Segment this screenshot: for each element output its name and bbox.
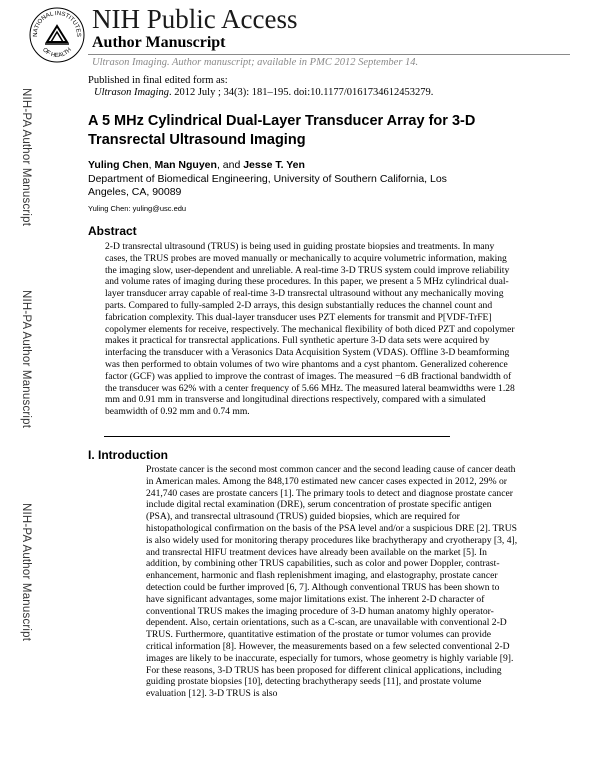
header-subtitle: Author Manuscript [92,34,226,51]
introduction-heading: I. Introduction [88,448,168,462]
affiliation: Department of Biomedical Engineering, University of Southern California, Los Angeles, CA, 90089 [88,173,447,198]
header-title: NIH Public Access [92,4,298,34]
nih-logo [28,6,86,64]
author-sep: , and [216,159,244,171]
svg-text:OF HEALTH [41,47,73,59]
author-2: Man Nguyen [154,159,217,171]
citation-details: . 2012 July ; 34(3): 181–195. doi:10.1177/0161734612453279. [168,87,434,98]
abstract-heading: Abstract [88,224,137,238]
author-sep: , [148,159,155,171]
introduction-text: Prostate cancer is the second most common cancer and the second leading cause of cancer death in American males. Among the 848,170 estimated new cancer cases expected in 2012, 29% or 241,740 cases are prostate cancers [1]. The primary tools to detect and diagnose prostate cancer include digital rectal examination (DRE), serum concentration of prostate specific antigen (PSA), and transrectal ultrasound (TRUS) guided biopsies, which are required for histopathological confirmation on the basis of the PSA level and/or a suspicious DRE [2]. TRUS is also widely used for monitoring therapy procedures like brachytherapy and cryotherapy [3, 4], and transrectal HIFU treatment devices have already been available on the market [5]. In addition, by combining other TRUS capabilities, such as color and power Doppler, contrast-enhancement, harmonic and flash replenishment imaging, and elastography, prostate cancer detection could be further improved [6, 7]. Although conventional TRUS has been shown to have significant advantages, some major limitations exist. The inherent 2-D character of conventional TRUS makes the imaging procedure of 3-D human anatomy highly operator-dependent. Also, certain orientations, such as a C-scan, are unavailable with conventional 2-D TRUS. Furthermore, quantitative estimation of the prostate or tumor volumes can provide critical information [8]. However, the measurements based on a few selected conventional 2-D images are likely to be inaccurate, especially for tumors, whose geometry is highly variable [9]. For these reasons, 3-D TRUS has been proposed for different clinical applications, including guiding prostate biopsies [10], detecting brachytherapy seeds [11], and prostate volume evaluation [12]. 3-D TRUS is also [146,464,518,700]
side-label-2: NIH-PA Author Manuscript [20,290,32,429]
availability-note: Ultrason Imaging. Author manuscript; available in PMC 2012 September 14. [92,57,419,68]
journal-name: Ultrason Imaging [94,87,169,98]
logo-text-bottom: OF HEALTH [41,47,73,60]
author-list [88,159,305,171]
section-divider [104,436,450,437]
side-label-1: NIH-PA Author Manuscript [20,88,32,227]
citation [94,87,433,98]
paper-title: A 5 MHz Cylindrical Dual-Layer Transducer Array for 3-D Transrectal Ultrasound Imaging [88,113,476,148]
side-label-3: NIH-PA Author Manuscript [20,503,32,642]
author-3: Jesse T. Yen [243,159,305,171]
corresponding-email: Yuling Chen: yuling@usc.edu [88,204,187,213]
published-note: Published in final edited form as: [88,75,228,86]
author-1: Yuling Chen [88,159,149,171]
header-divider [88,54,570,55]
abstract-text: 2-D transrectal ultrasound (TRUS) is being used in guiding prostate biopsies and treatments. In many cases, the TRUS probes are moved manually or mechanically to acquire volumetric information, making the imaging slow, user-dependent and unreliable. A real-time 3-D TRUS system could improve reliability and volume rates of imaging during these procedures. In this paper, we present a 5 MHz cylindrical dual-layer transducer array capable of real-time 3-D transrectal ultrasound without any mechanically moving parts. Compared to fully-sampled 2-D arrays, this design substantially reduces the channel count and fabrication complexity. This dual-layer transducer uses PZT elements for transmit and P[VDF-TrFE] copolymer elements for receive, respectively. The mechanical flexibility of both diced PZT and copolymer makes it practical for transrectal applications. Full synthetic aperture 3-D data sets were acquired by interfacing the transducer with a Verasonics Data Acquisition System (VDAS). Offline 3-D beamforming was then performed to obtain volumes of two wire phantoms and a cyst phantom. Generalized coherence factor (GCF) was applied to improve the contrast of images. The measured −6 dB fractional bandwidth of the transducer was 62% with a center frequency of 5.66 MHz. The measured lateral beamwidths were 1.28 mm and 0.91 mm in transverse and longitudinal directions respectively, compared with a simulated beamwidth of 0.92 mm and 0.74 mm. [105,241,515,418]
logo-text-top: NATIONAL INSTITUTES [32,10,82,37]
